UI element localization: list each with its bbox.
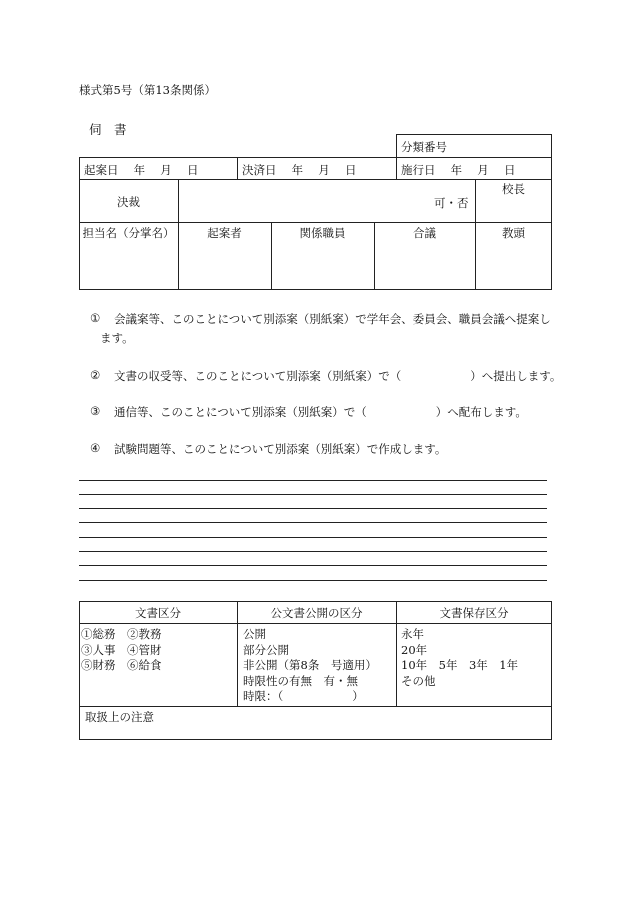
document-category-options[interactable] xyxy=(81,627,162,674)
classification-label: 分類番号 xyxy=(401,140,447,154)
divider xyxy=(237,157,238,179)
form-number: 様式第5号（第13条関係） xyxy=(79,83,216,97)
approve-reject-option[interactable]: 可・否 xyxy=(434,196,469,210)
person-in-charge-label: 担当名（分掌名） xyxy=(82,226,175,240)
divider xyxy=(396,157,397,179)
approval-label: 決裁 xyxy=(117,195,140,209)
enforcement-date-field[interactable]: 施行日 年 月 日 xyxy=(401,163,516,177)
handling-notes-label[interactable]: 取扱上の注意 xyxy=(85,710,154,724)
list-item[interactable]: ③人事 ④管財 xyxy=(81,642,162,657)
ruled-line xyxy=(79,480,547,481)
list-item[interactable]: 非公開（第8条 号適用） xyxy=(243,658,377,672)
list-item[interactable]: 時限性の有無 有・無 xyxy=(243,673,358,688)
ruled-line xyxy=(79,580,547,581)
option-number: ③ xyxy=(90,404,101,418)
list-item[interactable]: 永年 xyxy=(401,627,424,641)
list-item[interactable]: 20年 xyxy=(401,642,428,657)
principal-seal-cell[interactable]: 校長 xyxy=(502,182,525,196)
list-item[interactable]: 部分公開 xyxy=(243,642,289,657)
decision-date-field[interactable]: 決済日 年 月 日 xyxy=(242,163,357,177)
option-number: ② xyxy=(90,368,101,382)
ruled-line xyxy=(79,508,547,509)
option-text-continued: ます。 xyxy=(100,331,134,345)
disclosure-category-header: 公文書公開の区分 xyxy=(270,606,363,620)
retention-options[interactable] xyxy=(401,627,518,689)
disclosure-options[interactable] xyxy=(243,627,377,705)
list-item[interactable]: 10年 5年 3年 1年 xyxy=(401,658,519,672)
consultation-label: 合議 xyxy=(413,226,436,240)
list-item[interactable]: ⑤財務 ⑥給食 xyxy=(81,658,162,672)
document-title: 伺 書 xyxy=(89,122,127,137)
ruled-line xyxy=(79,522,547,523)
related-staff-label: 関係職員 xyxy=(299,226,346,240)
ruled-line xyxy=(79,565,547,566)
option-text: 試験問題等、このことについて別添案（別紙案）で作成します。 xyxy=(114,442,447,456)
document-category-header: 文書区分 xyxy=(135,606,181,620)
option-text: 文書の収受等、このことについて別添案（別紙案）で（ ）へ提出します。 xyxy=(114,369,562,383)
list-item[interactable]: 時限：（ ） xyxy=(243,689,364,703)
ruled-line xyxy=(79,551,547,552)
ruled-line xyxy=(79,537,547,538)
list-item[interactable]: ①総務 ②教務 xyxy=(81,627,162,641)
option-number: ① xyxy=(90,311,101,325)
list-item[interactable]: その他 xyxy=(401,673,436,688)
draft-date-field[interactable]: 起案日 年 月 日 xyxy=(84,163,199,177)
retention-category-header: 文書保存区分 xyxy=(439,606,509,620)
option-text: 通信等、このことについて別添案（別紙案）で（ ）へ配布します。 xyxy=(114,405,527,419)
list-item[interactable]: 公開 xyxy=(243,627,266,641)
ruled-line xyxy=(79,494,547,495)
vice-principal-label: 教頭 xyxy=(502,226,525,240)
divider xyxy=(79,222,552,223)
divider xyxy=(79,706,552,707)
drafter-label: 起案者 xyxy=(207,226,242,240)
divider xyxy=(79,179,552,180)
option-text: 会議案等、このことについて別添案（別紙案）で学年会、委員会、職員会議へ提案し xyxy=(114,312,551,326)
divider xyxy=(79,623,552,624)
option-number: ④ xyxy=(90,441,101,455)
